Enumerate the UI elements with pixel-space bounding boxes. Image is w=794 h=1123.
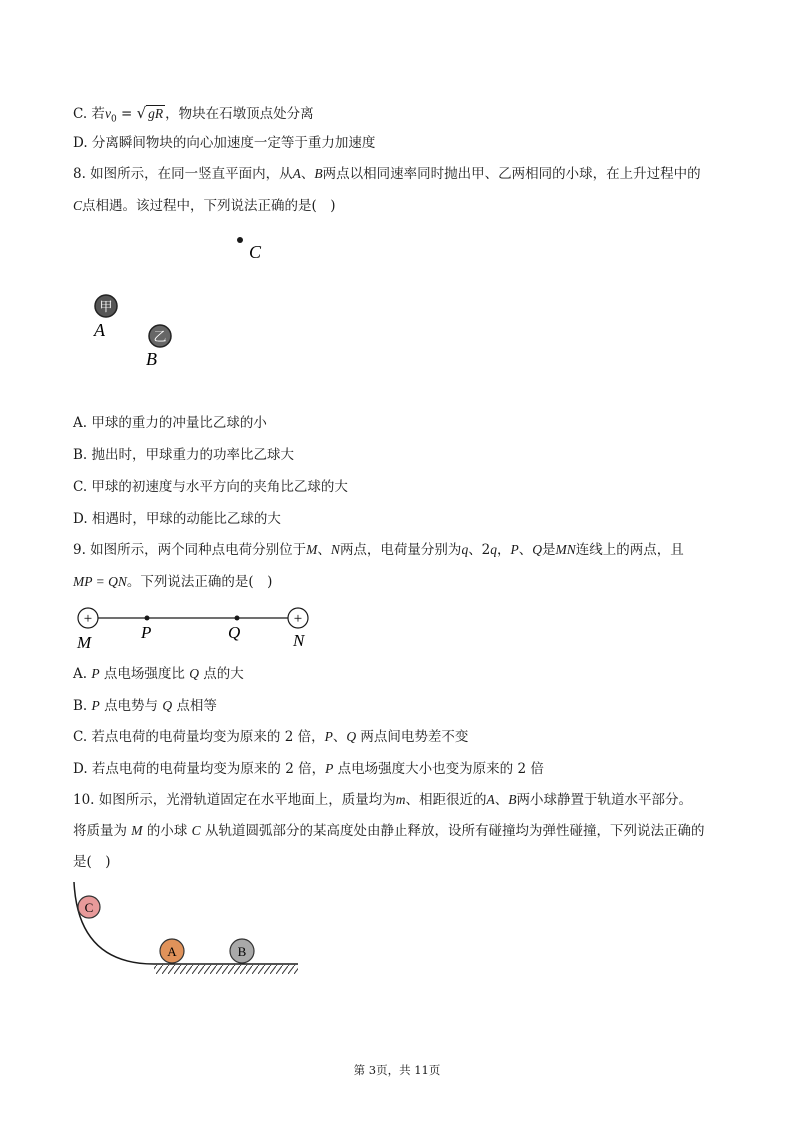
q8-option-b: B. 抛出时，甲球重力的功率比乙球大	[73, 447, 295, 463]
ground-hatch	[154, 965, 298, 974]
point-q-dot	[235, 616, 240, 621]
ball-c-label: C	[84, 900, 94, 915]
curved-track	[74, 882, 298, 964]
q8-option-a: A. 甲球的重力的冲量比乙球的小	[73, 415, 267, 431]
q8-option-c: C. 甲球的初速度与水平方向的夹角比乙球的大	[73, 479, 348, 495]
q8-stem-line1: 8. 如图所示，在同一竖直平面内，从A、B两点以相同速率同时抛出甲、乙两相同的小球，在上升过程中的	[73, 166, 701, 182]
sqrt-sign: √	[136, 104, 147, 122]
label-p: P	[141, 623, 152, 642]
q10-stem-line2: 将质量为 M 的小球 C 从轨道圆弧部分的某高度处由静止释放，设所有碰撞均为弹性碰撞，下列说法正确的	[73, 823, 705, 839]
point-b-label: B	[146, 349, 157, 369]
label-m: M	[77, 633, 92, 652]
ball-a-label: A	[167, 944, 177, 959]
point-c-dot	[237, 237, 243, 243]
label-q: Q	[228, 623, 241, 642]
q7-option-c: C. 若$v_0$ = √ gR ，物块在石墩顶点处分离	[73, 104, 314, 125]
point-a-label: A	[94, 320, 105, 340]
q10-stem-line3: 是( )	[73, 854, 111, 870]
q8-figure	[80, 230, 280, 370]
label-n: N	[293, 631, 305, 650]
q8-option-d: D. 相遇时，甲球的动能比乙球的大	[73, 511, 281, 527]
point-c-label: C	[249, 242, 262, 262]
ball-yi-char: 乙	[153, 329, 167, 344]
q9-option-a: A. P 点电场强度比 Q 点的大	[73, 666, 244, 682]
q9-figure	[70, 604, 320, 654]
point-p-dot	[145, 616, 150, 621]
ball-b-label: B	[237, 944, 247, 959]
q7-option-d: D. 分离瞬间物块的向心加速度一定等于重力加速度	[73, 135, 376, 151]
charge-n-sign: +	[293, 611, 303, 627]
q9-option-c: C. 若点电荷的电荷量均变为原来的 2 倍，P、Q 两点间电势差不变	[73, 729, 469, 745]
charge-m-sign: +	[83, 611, 93, 627]
ball-jia-char: 甲	[99, 299, 113, 314]
q9-option-b: B. P 点电势与 Q 点相等	[73, 698, 217, 714]
q9-stem-line2: MP = QN。下列说法正确的是( )	[73, 574, 273, 590]
q9-stem-line1: 9. 如图所示，两个同种点电荷分别位于M、N两点，电荷量分别为q、2q，P、Q是MN连线上的两点，且	[73, 542, 684, 558]
q8-stem-line2: C点相遇。该过程中，下列说法正确的是( )	[73, 198, 336, 214]
q10-stem-line1: 10. 如图所示，光滑轨道固定在水平地面上，质量均为m、相距很近的A、B两小球静置于轨道水平部分。	[73, 792, 693, 808]
q10-figure	[66, 878, 306, 978]
q9-option-d: D. 若点电荷的电荷量均变为原来的 2 倍，P 点电场强度大小也变为原来的 2 倍	[73, 761, 544, 777]
page-footer: 第 3页，共 11页	[353, 1063, 441, 1077]
